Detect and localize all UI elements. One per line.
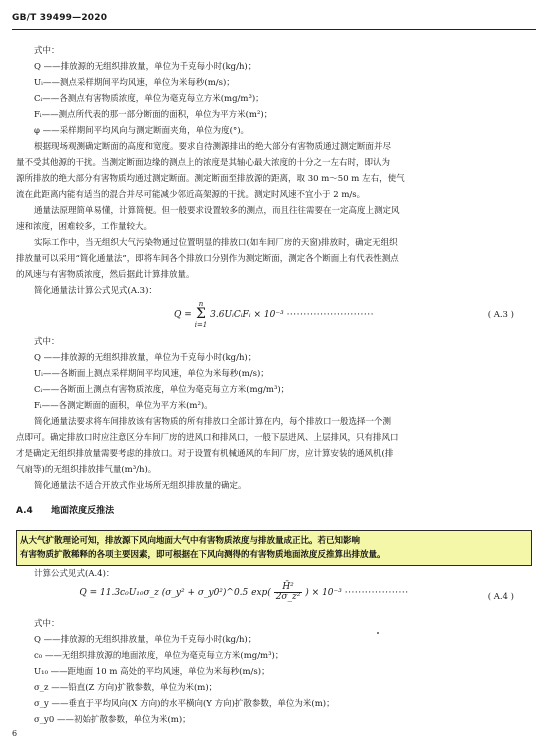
definition-line: Q ——排放源的无组织排放量，单位为千克每小时(kg/h)； [34,635,257,645]
paragraph-line: 根据现场观测确定断面的高度和宽度。要求自待测源排出的绝大部分有害物质通过测定断面并尽 [34,142,392,152]
fraction-denominator: 2σ_z² [275,592,301,602]
definition-line: Q ——排放源的无组织排放量，单位为千克每小时(kg/h)； [34,353,257,363]
paragraph-line: 才是确定无组织排放量需要考虑的排放口。对于设置有机械通风的车间厂房，应计算安装的通风机(排 [16,449,394,459]
paragraph-line: 的风速与有害物质浓度，然后据此计算排放量。 [16,270,195,280]
equation-number-a3: ( A.3 ) [487,310,514,320]
paragraph-line: 源所排放的绝大部分有害物质均通过测定断面。测定断面至排放源的距离，取 30 m～50 m 左右，使气 [16,174,405,184]
definition-line: Cᵢ——各测点有害物质浓度，单位为毫克每立方米(mg/m³)； [34,94,264,104]
definition-line: Uᵢ——各断面上测点采样期间平均风速，单位为米每秒(m/s)； [34,369,269,379]
paragraph-line: 速和浓度，困难较多，工作量较大。 [16,222,153,232]
calc-label: 计算公式见式(A.4)： [34,569,115,579]
section-title: 地面浓度反推法 [51,506,115,516]
summation-sign: Σ [196,306,206,322]
definition-line: σ_y0 ——初始扩散参数，单位为米(m)； [34,715,191,725]
highlighted-line: 有害物质扩散稀释的各项主要因素，即可根据在下风向测得的有害物质地面浓度反推算出排放量。 [20,550,386,560]
section-number: A.4 [16,506,33,516]
definition-line: σ_y ——垂直于平均风向(X 方向)的水平横向(Y 方向)扩散参数，单位为米(m)； [34,699,335,709]
paragraph-line: 简化通量法计算公式见式(A.3)： [34,286,157,296]
standard-code: GB/T 39499—2020 [12,13,108,23]
formula-a4 [60,583,428,611]
where-label-1: 式中： [34,46,60,56]
fraction-numerator: H̄² [274,583,303,593]
where-label-3: 式中： [34,619,60,629]
definition-line: Uᵢ——测点采样期间平均风速，单位为米每秒(m/s)； [34,78,235,88]
formula-a4-body: Q = 11.3c₀U₁₀σ_z (σ_y² + σ_y0²)^0.5 exp( [79,588,271,598]
formula-a4-dots: ··················· [344,588,409,598]
summation-upper: n [198,300,204,308]
header-rule [12,29,536,30]
paragraph-line: 通量法原理简单易懂，计算简便。但一般要求设置较多的测点，而且往往需要在一定高度上测定风 [34,206,400,216]
paragraph-line: 量不受其他源的干扰。当测定断面边缘的测点上的浓度是其轴心最大浓度的十分之一左右时，即认为 [16,158,391,168]
paragraph-line: 点即可。确定排放口时应注意区分车间厂房的进风口和排风口，一般下层进风、上层排风，只有排风口 [16,433,399,443]
definition-line: σ_z ——铅直(Z 方向)扩散参数，单位为米(m)； [34,683,218,693]
page-number: 6 [12,729,18,738]
definition-line: φ ——采样期间平均风向与测定断面夹角，单位为度(°)。 [34,126,250,136]
formula-a4-tail: ) × 10⁻³ [305,588,342,598]
definition-line: Q ——排放源的无组织排放量，单位为千克每小时(kg/h)； [34,62,257,72]
paragraph-line: 流在此距离内能有适当的混合并尽可能减少邻近高架源的干扰。测定时风速不宜小于 2 m/s。 [16,190,366,200]
formula-a3 [0,300,548,330]
speck [377,632,379,634]
section-heading [16,505,114,517]
highlighted-paragraph [16,530,532,566]
definition-line: c₀ ——无组织排放源的地面浓度，单位为毫克每立方米(mg/m³)； [34,651,284,661]
where-label-2: 式中： [34,337,60,347]
definition-line: Fᵢ——测点所代表的那一部分断面的面积，单位为平方米(m²)； [34,110,273,120]
formula-a3-dots: ·························· [286,310,374,320]
paragraph-line: 实际工作中，当无组织大气污染物通过位置明显的排放口(如车间厂房的天窗)排放时，确定无组织 [34,238,398,248]
definition-line: Cᵢ——各断面上测点有害物质浓度，单位为毫克每立方米(mg/m³)； [34,385,290,395]
summation [195,300,208,329]
formula-a3-lhs: Q = [174,310,195,320]
formula-a3-body: 3.6UᵢCᵢFᵢ × 10⁻³ [210,310,284,320]
summation-lower: i=1 [194,321,208,329]
formula-a4-fraction [274,583,303,602]
definition-line: U₁₀ ——距地面 10 m 高处的平均风速，单位为米每秒(m/s)； [34,667,270,677]
highlighted-line: 从大气扩散理论可知，排放源下风向地面大气中有害物质浓度与排放量成正比。若已知影响 [20,536,361,546]
paragraph-line: 简化通量法要求将车间排放该有害物质的所有排放口全部计算在内，每个排放口一般选择一个测 [34,417,392,427]
equation-number-a4: ( A.4 ) [487,592,514,602]
paragraph-line: 气扇等)的无组织排放排气量(m³/h)。 [16,465,157,475]
paragraph-line: 排放量可以采用“简化通量法”，即将车间各个排放口分别作为测定断面，测定各个断面上有代表性测点 [16,254,399,264]
definition-line: Fᵢ——各测定断面的面积，单位为平方米(m²)。 [34,401,213,411]
paragraph-line: 简化通量法不适合开放式作业场所无组织排放量的确定。 [34,481,247,491]
